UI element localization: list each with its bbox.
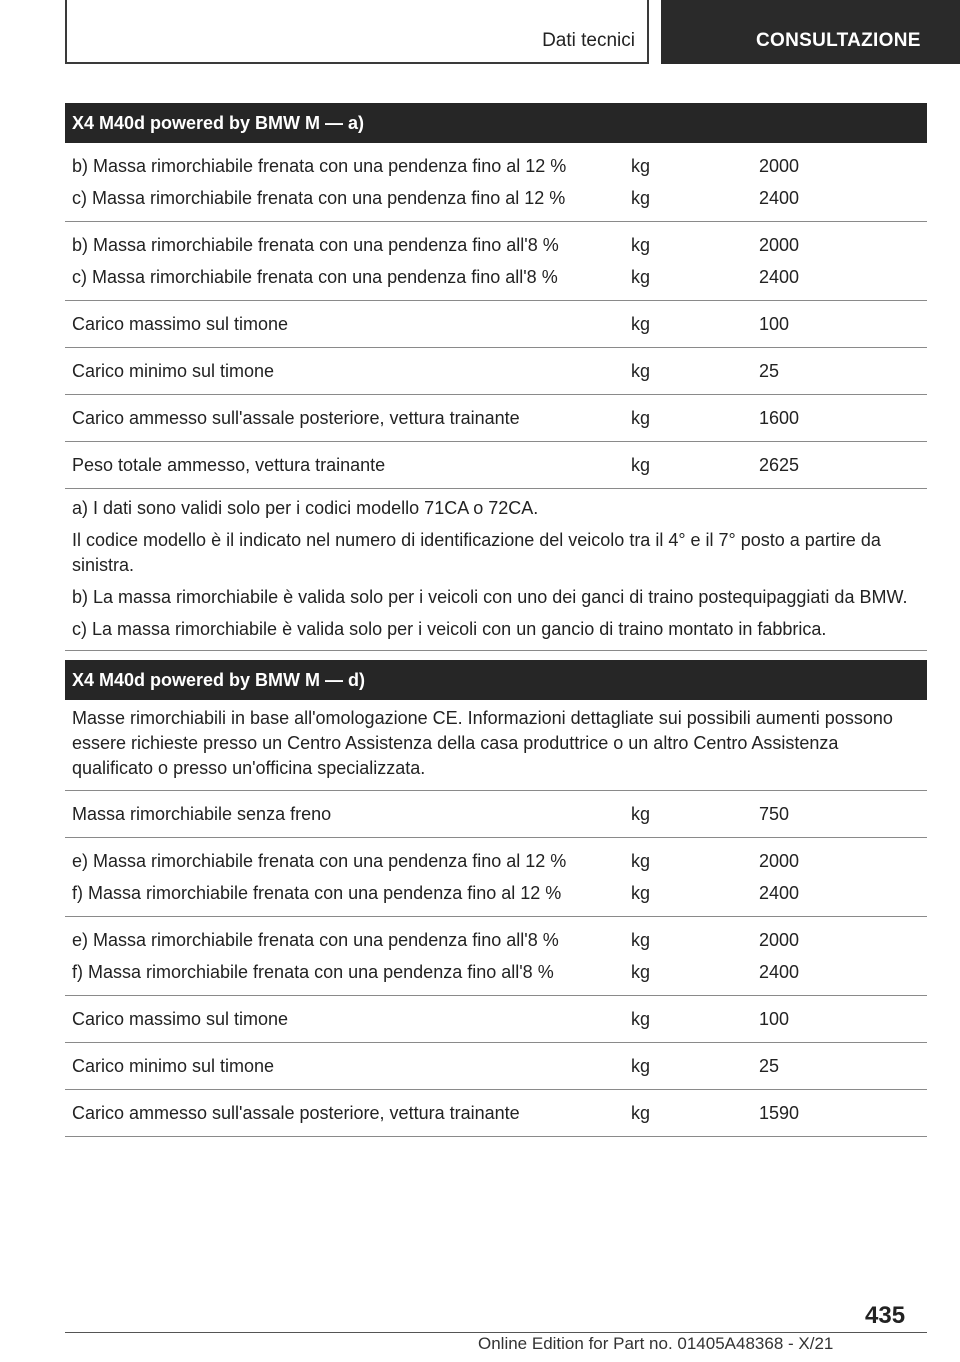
- row-unit: kg: [631, 851, 651, 871]
- row-unit: kg: [631, 883, 651, 903]
- row-unit: kg: [631, 156, 651, 176]
- row-value: 2400: [759, 962, 800, 982]
- table-row: [65, 402, 927, 434]
- row-unit: kg: [631, 188, 651, 208]
- row-label: Peso totale ammesso, vettura trainante: [72, 455, 386, 475]
- row-label: e) Massa rimorchiabile frenata con una pendenza fino al 12 %: [72, 851, 567, 871]
- row-label: c) Massa rimorchiabile frenata con una pendenza fino all'8 %: [72, 267, 558, 287]
- table-row: [65, 261, 927, 293]
- table-title: X4 M40d powered by BMW M — d): [65, 660, 927, 700]
- row-label: c) Massa rimorchiabile frenata con una pendenza fino al 12 %: [72, 188, 566, 208]
- row-value: 2400: [759, 267, 800, 287]
- row-label: Carico ammesso sull'assale posteriore, vettura trainante: [72, 1103, 520, 1123]
- row-unit: kg: [631, 1056, 651, 1076]
- row-unit: kg: [631, 361, 651, 381]
- table-row: [65, 150, 927, 182]
- table-row: [65, 1050, 927, 1082]
- row-unit: kg: [631, 455, 651, 475]
- row-label: e) Massa rimorchiabile frenata con una pendenza fino all'8 %: [72, 930, 559, 950]
- row-label: f) Massa rimorchiabile frenata con una pendenza fino all'8 %: [72, 962, 554, 982]
- footer-divider: [65, 1332, 927, 1333]
- table-row: [65, 182, 927, 214]
- chapter-label: CONSULTAZIONE: [756, 30, 921, 51]
- row-unit: kg: [631, 1009, 651, 1029]
- row-value: 25: [759, 1056, 780, 1076]
- footnote-model-code: Il codice modello è il indicato nel numero di identificazione del veicolo tra il 4° e il 7° posto a partire da sinistra.: [72, 530, 881, 575]
- row-group: [65, 791, 927, 838]
- table-title: X4 M40d powered by BMW M — a): [65, 103, 927, 143]
- row-label: b) Massa rimorchiabile frenata con una pendenza fino all'8 %: [72, 235, 559, 255]
- row-group: [65, 442, 927, 489]
- page-number: 435: [865, 1302, 906, 1329]
- row-group: [65, 143, 927, 222]
- table-row: [65, 956, 927, 988]
- footnote-b: b) La massa rimorchiabile è valida solo per i veicoli con uno dei ganci di traino postequipaggiati da BMW.: [72, 587, 908, 607]
- row-label: Carico massimo sul timone: [72, 1009, 289, 1029]
- row-unit: kg: [631, 314, 651, 334]
- row-value: 2000: [759, 156, 800, 176]
- row-unit: kg: [631, 962, 651, 982]
- table-row: [65, 229, 927, 261]
- row-group: [65, 917, 927, 996]
- row-group: [65, 1043, 927, 1090]
- row-value: 1590: [759, 1103, 800, 1123]
- row-group: [65, 395, 927, 442]
- row-group: [65, 348, 927, 395]
- row-value: 2000: [759, 851, 800, 871]
- row-label: b) Massa rimorchiabile frenata con una pendenza fino al 12 %: [72, 156, 567, 176]
- row-unit: kg: [631, 408, 651, 428]
- row-value: 25: [759, 361, 780, 381]
- row-label: Carico ammesso sull'assale posteriore, vettura trainante: [72, 408, 520, 428]
- table-row: [65, 1003, 927, 1035]
- row-group: [65, 222, 927, 301]
- footnotes: [65, 489, 927, 651]
- row-label: Carico minimo sul timone: [72, 1056, 275, 1076]
- table-row: [65, 355, 927, 387]
- row-label: Carico massimo sul timone: [72, 314, 289, 334]
- table-row: [65, 798, 927, 830]
- table-row: [65, 449, 927, 481]
- section-label: Dati tecnici: [542, 30, 635, 51]
- table-row: [65, 877, 927, 909]
- row-value: 2400: [759, 883, 800, 903]
- row-unit: kg: [631, 267, 651, 287]
- header-section-tab: [65, 0, 649, 64]
- row-label: Carico minimo sul timone: [72, 361, 275, 381]
- table-row: [65, 845, 927, 877]
- row-group: [65, 301, 927, 348]
- row-value: 2400: [759, 188, 800, 208]
- row-value: 2000: [759, 235, 800, 255]
- row-value: 1600: [759, 408, 800, 428]
- footnote-a: a) I dati sono validi solo per i codici modello 71CA o 72CA.: [72, 498, 539, 518]
- table-row: [65, 924, 927, 956]
- row-group: [65, 996, 927, 1043]
- row-unit: kg: [631, 930, 651, 950]
- header-chapter-tab: [661, 0, 960, 64]
- row-label: Massa rimorchiabile senza freno: [72, 804, 332, 824]
- table-intro: Masse rimorchiabili in base all'omologazione CE. Informazioni dettagliate sui possibili aumenti possono essere richieste presso un Centro Assistenza della casa produttrice o un altro Centro Assistenza qualificato o presso un'officina specializzata.: [65, 700, 927, 791]
- row-unit: kg: [631, 804, 651, 824]
- row-label: f) Massa rimorchiabile frenata con una pendenza fino al 12 %: [72, 883, 562, 903]
- table-body: [65, 143, 927, 489]
- table-x4-a: [65, 103, 927, 651]
- row-group: [65, 1090, 927, 1137]
- row-group: [65, 838, 927, 917]
- table-row: [65, 308, 927, 340]
- row-value: 750: [759, 804, 790, 824]
- row-unit: kg: [631, 1103, 651, 1123]
- table-row: [65, 1097, 927, 1129]
- table-body: [65, 791, 927, 1137]
- footnote-c: c) La massa rimorchiabile è valida solo per i veicoli con un gancio di traino montato in fabbrica.: [72, 619, 827, 639]
- row-value: 100: [759, 1009, 790, 1029]
- table-x4-d: [65, 660, 927, 1137]
- row-value: 2000: [759, 930, 800, 950]
- footer-edition: Online Edition for Part no. 01405A48368 - X/21: [478, 1334, 834, 1353]
- row-value: 2625: [759, 455, 800, 475]
- row-value: 100: [759, 314, 790, 334]
- row-unit: kg: [631, 235, 651, 255]
